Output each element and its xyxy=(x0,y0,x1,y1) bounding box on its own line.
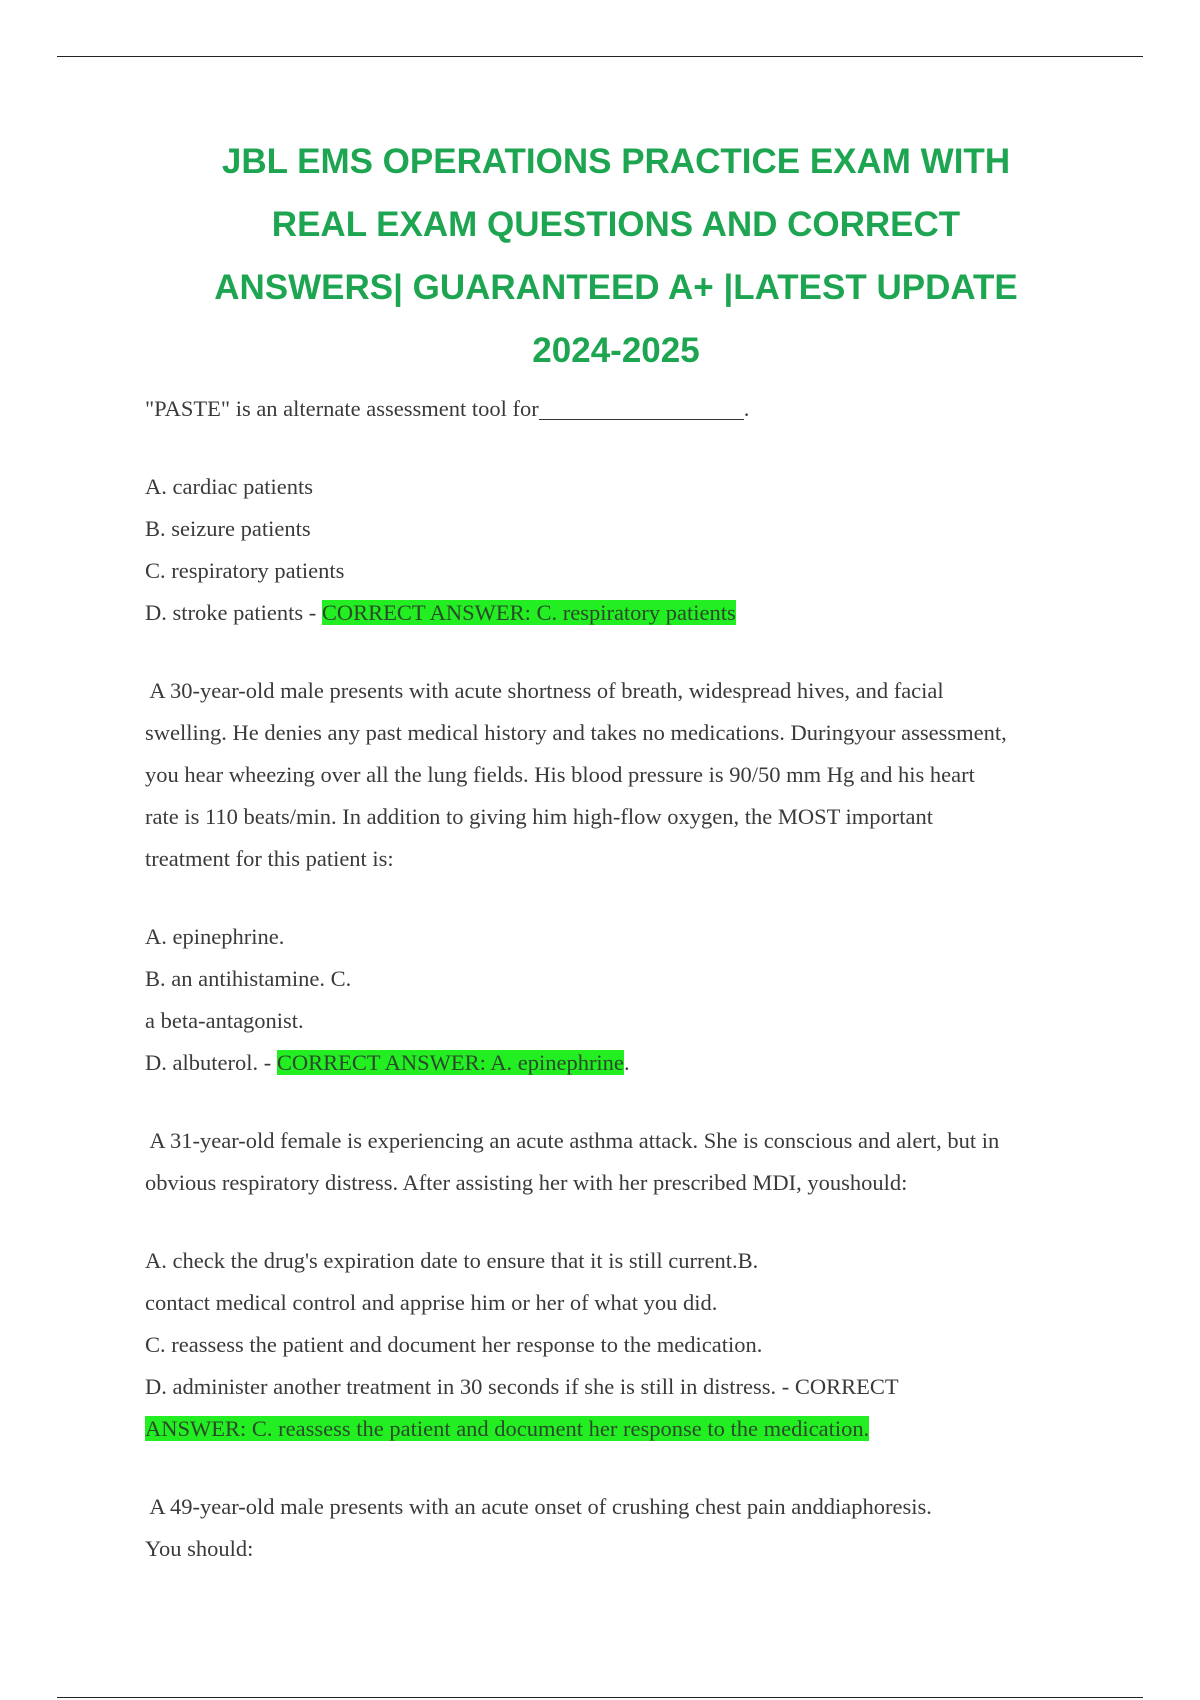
title-line: JBL EMS OPERATIONS PRACTICE EXAM WITH xyxy=(221,142,1011,181)
question-prompt-line: treatment for this patient is: xyxy=(145,846,394,871)
option-text: D. albuterol. - xyxy=(145,1050,277,1075)
answer-option: C. respiratory patients xyxy=(145,558,345,583)
answer-option: C. reassess the patient and document her response to the medication. xyxy=(145,1332,763,1357)
question-prompt-line: rate is 110 beats/min. In addition to giving him high-flow oxygen, the MOST important xyxy=(145,804,934,829)
answer-option: contact medical control and apprise him or her of what you did. xyxy=(145,1290,718,1315)
question-block xyxy=(145,670,1085,1084)
document-body xyxy=(145,388,1085,1570)
question-prompt-line: A 31-year-old female is experiencing an acute asthma attack. She is conscious and alert, but in xyxy=(145,1128,1000,1153)
title-line: 2024-2025 xyxy=(532,331,700,370)
answer-option: B. an antihistamine. C. xyxy=(145,966,352,991)
document-title xyxy=(130,130,1102,382)
answer-option: A. epinephrine. xyxy=(145,924,285,949)
prompt-text: "PASTE" is an alternate assessment tool for xyxy=(145,396,539,421)
answer-option: D. administer another treatment in 30 seconds if she is still in distress. - CORRECT xyxy=(145,1374,899,1399)
correct-answer-highlight: ANSWER: C. reassess the patient and document her response to the medication. xyxy=(145,1416,870,1441)
title-line: REAL EXAM QUESTIONS AND CORRECT xyxy=(271,205,961,244)
prompt-text-end: . xyxy=(743,396,750,421)
question-prompt-line: swelling. He denies any past medical history and takes no medications. Duringyour assessment, xyxy=(145,720,1007,745)
answer-suffix: . xyxy=(623,1050,630,1075)
answer-option: A. cardiac patients xyxy=(145,474,314,499)
title-line: ANSWERS| GUARANTEED A+ |LATEST UPDATE xyxy=(214,268,1018,307)
footer-rule xyxy=(57,1697,1143,1698)
answer-option: A. check the drug's expiration date to ensure that it is still current.B. xyxy=(145,1248,759,1273)
question-prompt-line: You should: xyxy=(145,1536,254,1561)
question-block xyxy=(145,1120,1085,1450)
question-block xyxy=(145,388,1085,634)
question-prompt-line: A 49-year-old male presents with an acute onset of crushing chest pain anddiaphoresis. xyxy=(145,1494,932,1519)
answer-option: a beta-antagonist. xyxy=(145,1008,304,1033)
question-prompt-line: obvious respiratory distress. After assisting her with her prescribed MDI, youshould: xyxy=(145,1170,908,1195)
answer-line xyxy=(145,1408,1085,1450)
fill-in-blank xyxy=(539,395,744,420)
question-prompt-line: you hear wheezing over all the lung fields. His blood pressure is 90/50 mm Hg and his heart xyxy=(145,762,975,787)
answer-option xyxy=(145,1042,1085,1084)
correct-answer-highlight: CORRECT ANSWER: C. respiratory patients xyxy=(321,600,736,625)
correct-answer-highlight: CORRECT ANSWER: A. epinephrine xyxy=(276,1050,624,1075)
option-text: D. stroke patients - xyxy=(145,600,322,625)
answer-option: B. seizure patients xyxy=(145,516,311,541)
header-rule xyxy=(57,56,1143,57)
question-block xyxy=(145,1486,1085,1570)
question-prompt xyxy=(145,388,1085,430)
question-prompt-line: A 30-year-old male presents with acute shortness of breath, widespread hives, and facial xyxy=(145,678,944,703)
answer-option xyxy=(145,592,1085,634)
